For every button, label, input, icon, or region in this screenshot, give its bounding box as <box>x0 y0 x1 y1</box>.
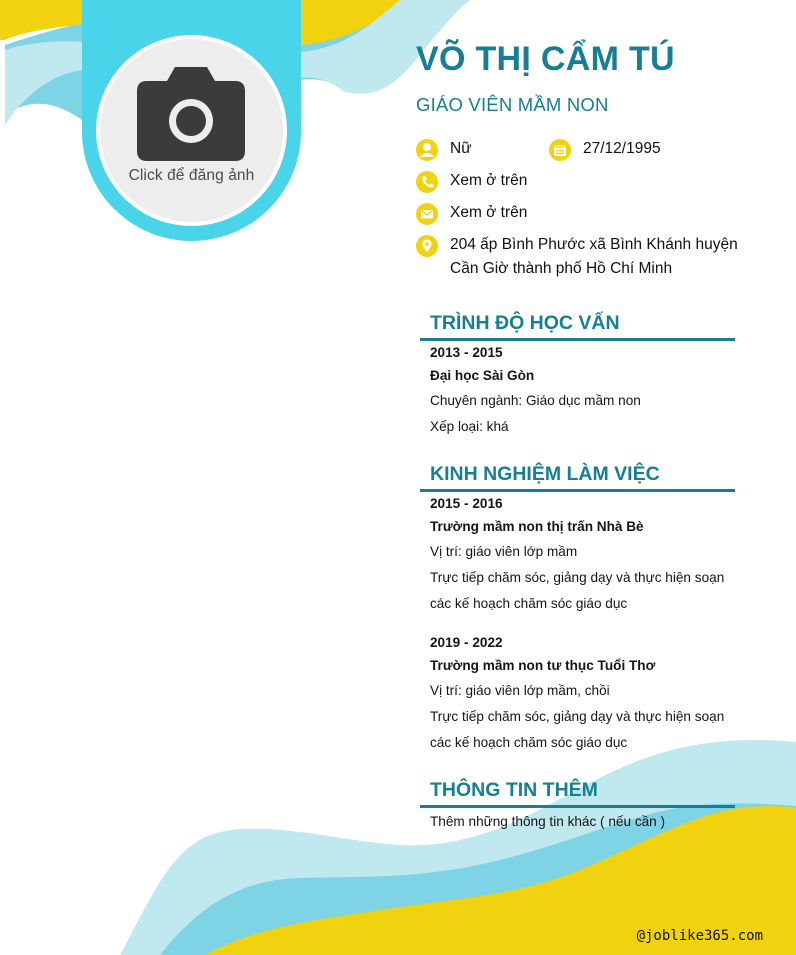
email-value: Xem ở trên <box>450 204 528 221</box>
phone-row <box>416 174 527 193</box>
upload-photo-label: Click để đăng ảnh <box>128 167 255 184</box>
education-heading: TRÌNH ĐỘ HỌC VẤN <box>430 312 620 334</box>
education-major: Chuyên ngành: Giáo dục mầm non <box>430 393 641 408</box>
phone-icon <box>416 171 438 193</box>
gender-value: Nữ <box>450 140 472 157</box>
birthday-row <box>549 142 661 161</box>
address-line-1: 204 ấp Bình Phước xã Bình Khánh huyện <box>450 236 738 253</box>
experience-heading: KINH NGHIỆM LÀM VIỆC <box>430 463 660 485</box>
experience-description: Trực tiếp chăm sóc, giảng dạy và thực hiện soạn <box>430 570 725 585</box>
camera-icon <box>137 67 245 161</box>
experience-company: Trường mầm non tư thục Tuổi Thơ <box>430 658 656 673</box>
experience-divider <box>420 489 735 492</box>
experience-position: Vị trí: giáo viên lớp mầm <box>430 544 578 559</box>
education-period: 2013 - 2015 <box>430 345 503 360</box>
gender-row <box>416 142 472 161</box>
additional-info-divider <box>420 805 735 808</box>
experience-description: Trực tiếp chăm sóc, giảng dạy và thực hiện soạn <box>430 709 725 724</box>
birthday-value: 27/12/1995 <box>583 140 661 157</box>
footer-watermark: @joblike365.com <box>636 928 763 944</box>
phone-value: Xem ở trên <box>450 172 528 189</box>
address-value <box>450 233 738 281</box>
email-row <box>416 206 527 225</box>
experience-description: các kế hoạch chăm sóc giáo dục <box>430 596 628 611</box>
experience-period: 2015 - 2016 <box>430 496 503 511</box>
experience-company: Trường mầm non thị trấn Nhà Bè <box>430 519 644 534</box>
mail-icon <box>416 203 438 225</box>
candidate-name: VÕ THỊ CẨM TÚ <box>416 40 675 78</box>
user-icon <box>416 139 438 161</box>
experience-position: Vị trí: giáo viên lớp mầm, chồi <box>430 683 610 698</box>
education-divider <box>420 338 735 341</box>
experience-description: các kế hoạch chăm sóc giáo dục <box>430 735 628 750</box>
additional-info-text: Thêm những thông tin khác ( nếu cần ) <box>430 814 666 829</box>
upload-photo-button[interactable] <box>100 39 283 222</box>
additional-info-heading: THÔNG TIN THÊM <box>430 779 598 801</box>
education-school: Đại học Sài Gòn <box>430 368 535 383</box>
calendar-icon <box>549 139 571 161</box>
location-pin-icon <box>416 235 438 257</box>
experience-period: 2019 - 2022 <box>430 635 503 650</box>
education-grade: Xếp loại: khá <box>430 419 509 434</box>
address-line-2: Cần Giờ thành phố Hồ Chí Minh <box>450 260 673 277</box>
address-row <box>416 238 738 281</box>
job-title: GIÁO VIÊN MẦM NON <box>416 94 609 115</box>
